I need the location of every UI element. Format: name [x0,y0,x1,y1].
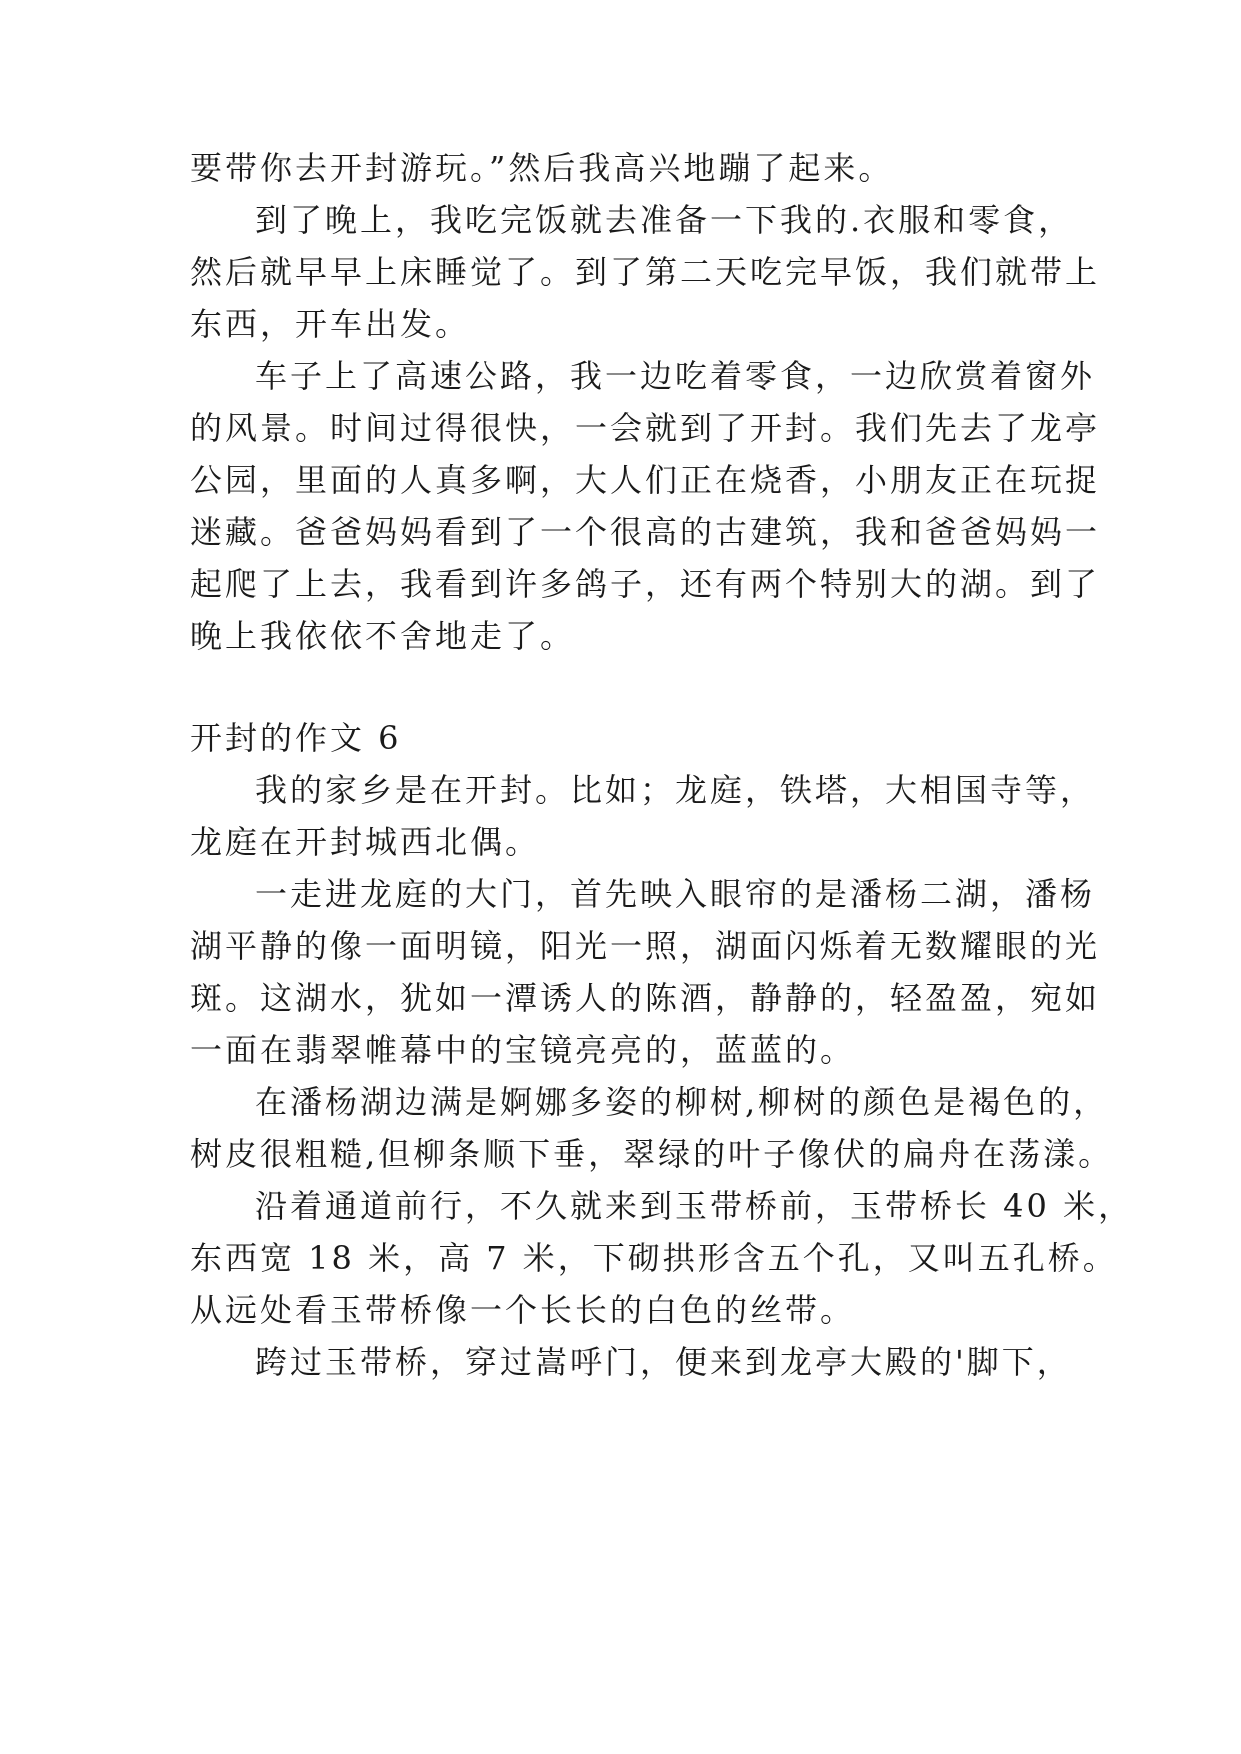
paragraph-line: 车子上了高速公路，我一边吃着零食，一边欣赏着窗外 [255,357,1096,395]
paragraph-line: 迷藏。爸爸妈妈看到了一个很高的古建筑，我和爸爸妈妈一 [190,513,1101,551]
paragraph-line: 到了晚上，我吃完饭就去准备一下我的.衣服和零食， [255,201,1074,239]
paragraph-line: 在潘杨湖边满是婀娜多姿的柳树,柳树的颜色是褐色的， [255,1083,1109,1121]
paragraph-line: 斑。这湖水，犹如一潭诱人的陈酒，静静的，轻盈盈，宛如 [190,979,1101,1017]
paragraph-line: 一面在翡翠帷幕中的宝镜亮亮的，蓝蓝的。 [190,1031,856,1069]
paragraph-line: 跨过玉带桥，穿过嵩呼门，便来到龙亭大殿的'脚下， [255,1343,1072,1381]
paragraph-line: 树皮很粗糙,但柳条顺下垂，翠绿的叶子像伏的扁舟在荡漾。 [190,1135,1114,1173]
paragraph-line: 一走进龙庭的大门，首先映入眼帘的是潘杨二湖，潘杨 [255,875,1096,913]
paragraph-line: 东西宽 18 米，高 7 米，下砌拱形含五个孔，又叫五孔桥。 [190,1239,1118,1277]
paragraph-line: 的风景。时间过得很快，一会就到了开封。我们先去了龙亭 [190,409,1101,447]
paragraph-line: 然后就早早上床睡觉了。到了第二天吃完早饭，我们就带上 [190,253,1101,291]
paragraph-line: 东西，开车出发。 [190,305,471,343]
paragraph-line: 湖平静的像一面明镜，阳光一照，湖面闪烁着无数耀眼的光 [190,927,1101,965]
paragraph-line: 龙庭在开封城西北偶。 [190,823,541,861]
paragraph-line: 公园，里面的人真多啊，大人们正在烧香，小朋友正在玩捉 [190,461,1101,499]
paragraph-line: 沿着通道前行，不久就来到玉带桥前，玉带桥长 40 米， [255,1187,1134,1225]
paragraph-line: 我的家乡是在开封。比如；龙庭，铁塔，大相国寺等， [255,771,1096,809]
paragraph-line: 起爬了上去，我看到许多鸽子，还有两个特别大的湖。到了 [190,565,1101,603]
section-heading: 开封的作文 6 [190,719,402,757]
paragraph-line: 晚上我依依不舍地走了。 [190,617,576,655]
paragraph-line: 从远处看玉带桥像一个长长的白色的丝带。 [190,1291,856,1329]
paragraph-line: 要带你去开封游玩。”然后我高兴地蹦了起来。 [190,149,894,187]
